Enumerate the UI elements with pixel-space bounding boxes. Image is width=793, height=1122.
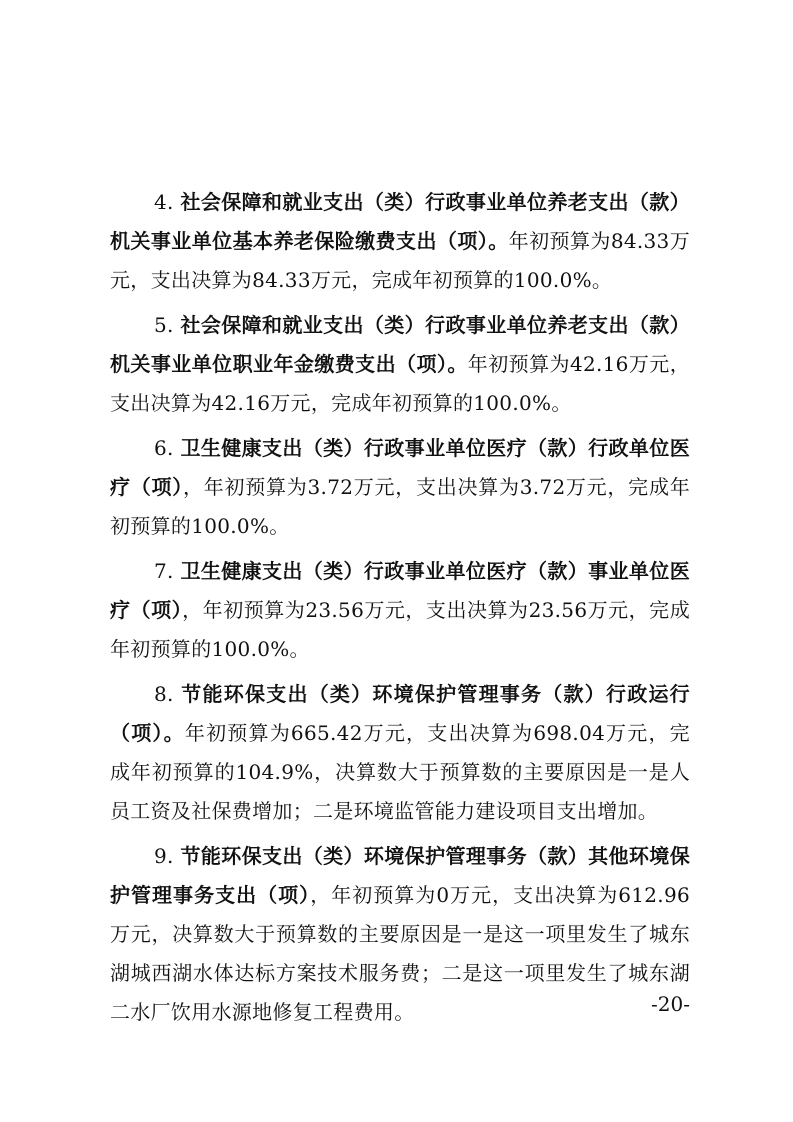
item-text: 年初预算为665.42万元，支出决算为698.04万元，完成年初预算的104.9%，决算数大于预算数的主要原因是一是人员工资及社保费增加；二是环境监管能力建设项目支出增加。 <box>110 721 690 823</box>
item-text: 年初预算为84.33万元，支出决算为84.33万元，完成年初预算的100.0%。 <box>110 229 691 292</box>
item-heading: 节能环保支出（类）环境保护管理事务（款）其他环境保护管理事务支出（项） <box>110 844 690 907</box>
item-number: 5. <box>154 313 174 337</box>
paragraph-item-9 <box>110 837 690 1032</box>
item-heading: 社会保障和就业支出（类）行政事业单位养老支出（款）机关事业单位职业年金缴费支出（项）。 <box>110 313 690 376</box>
item-number: 6. <box>154 436 174 460</box>
item-heading: 节能环保支出（类）环境保护管理事务（款）行政运行（项）。 <box>110 682 690 745</box>
paragraph-item-6 <box>110 429 690 546</box>
paragraph-item-7 <box>110 552 690 669</box>
item-text: 年初预算为42.16万元，支出决算为42.16万元，完成年初预算的100.0%。 <box>110 352 690 415</box>
item-heading: 卫生健康支出（类）行政事业单位医疗（款）行政单位医疗（项） <box>110 436 690 499</box>
item-number: 4. <box>154 190 174 214</box>
item-text: ，年初预算为0万元，支出决算为612.96万元，决算数大于预算数的主要原因是一是这一项里发生了城东湖城西湖水体达标方案技术服务费；二是这一项里发生了城东湖二水厂饮用水源地修复工程费用。 <box>110 883 690 1024</box>
item-heading: 卫生健康支出（类）行政事业单位医疗（款）事业单位医疗（项） <box>110 559 690 622</box>
paragraph-item-5 <box>110 306 690 423</box>
item-number: 9. <box>154 844 174 868</box>
item-number: 7. <box>154 559 174 583</box>
item-number: 8. <box>154 682 174 706</box>
paragraph-item-8 <box>110 675 690 831</box>
item-text: ，年初预算为3.72万元，支出决算为3.72万元，完成年初预算的100.0%。 <box>110 475 690 538</box>
paragraph-item-4 <box>110 183 690 300</box>
body-text <box>110 183 690 1038</box>
item-text: ，年初预算为23.56万元，支出决算为23.56万元，完成年初预算的100.0%。 <box>110 598 691 661</box>
item-heading: 社会保障和就业支出（类）行政事业单位养老支出（款）机关事业单位基本养老保险缴费支出（项）。 <box>110 190 690 253</box>
page-number: -20- <box>651 992 690 1016</box>
